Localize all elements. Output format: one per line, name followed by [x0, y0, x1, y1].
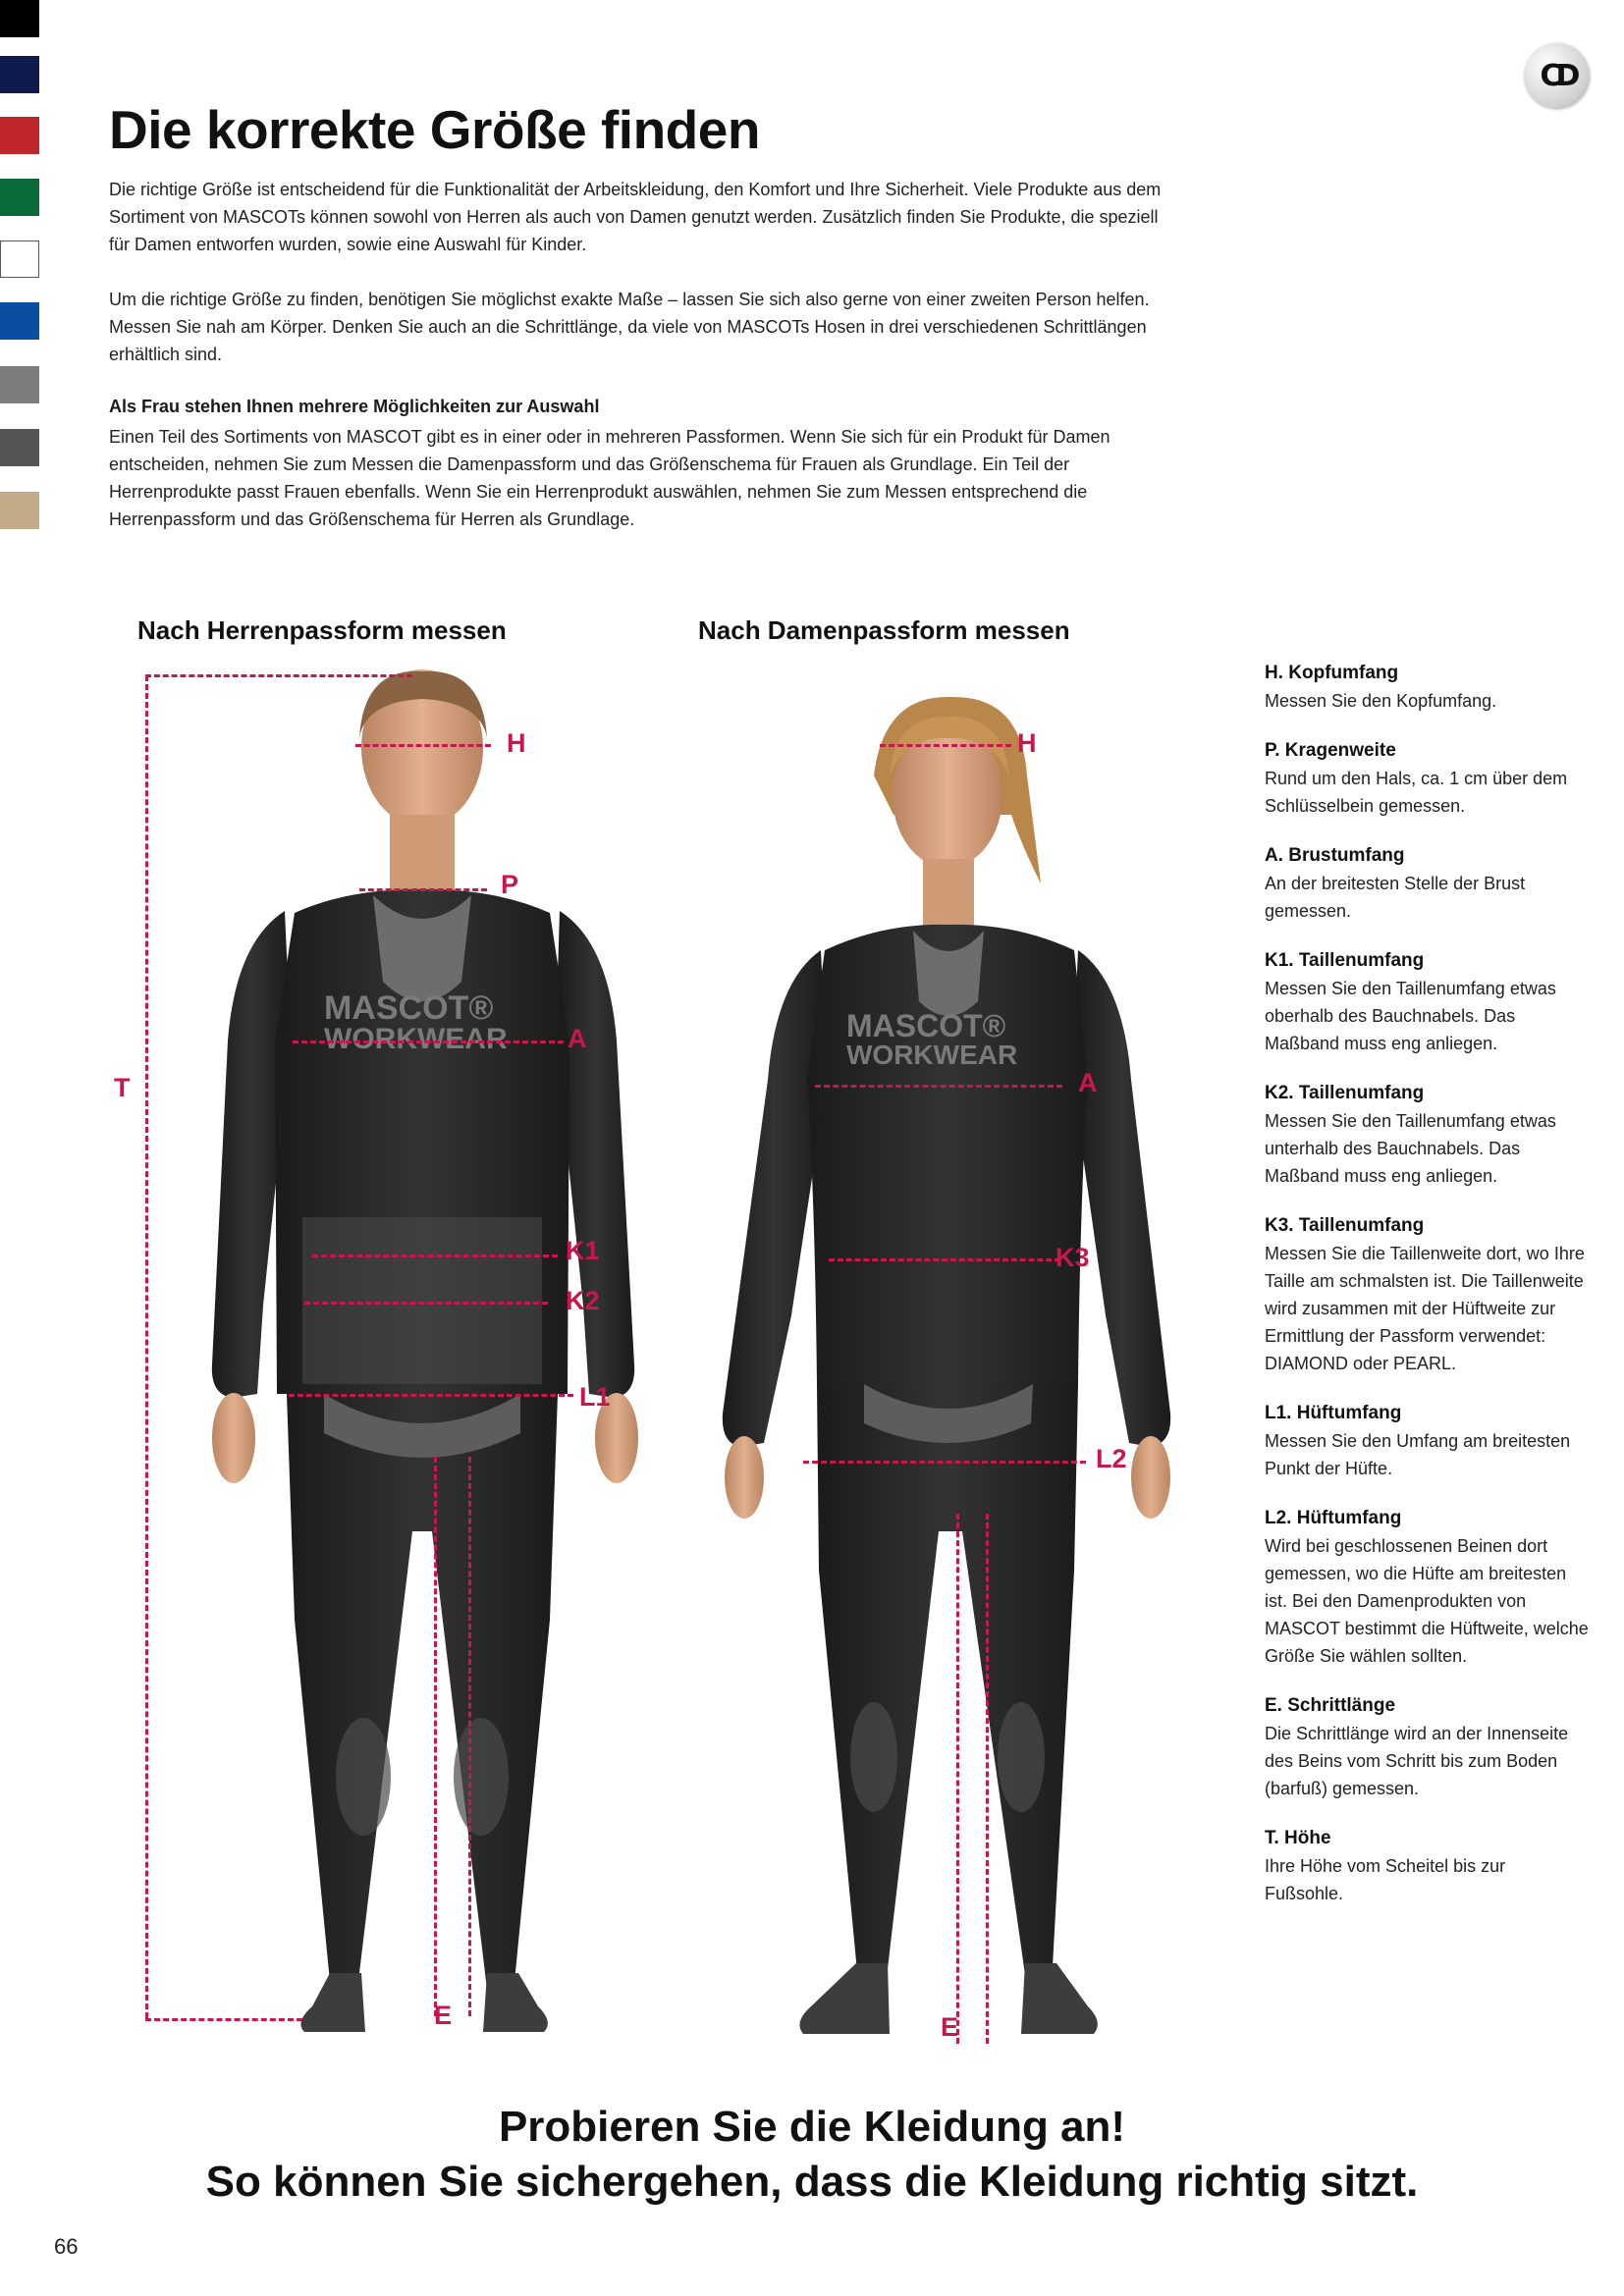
women-label-a: A [1078, 1068, 1098, 1097]
women-head-line [880, 744, 1011, 747]
legend-item [1265, 947, 1589, 1057]
men-label-e: E [434, 2001, 453, 2030]
legend-term: T. Höhe [1265, 1828, 1331, 1848]
intro-heading: Als Frau stehen Ihnen mehrere Möglichkeiten zur Auswahl [109, 397, 600, 416]
intro-paragraph: Um die richtige Größe zu finden, benötigen Sie möglichst exakte Maße – lassen Sie sich also gerne von einer zweiten Person helfen. Messen Sie nah am Körper. Denken Sie auch an die Schrittlänge, da viele von MASCOTs Hosen in drei verschiedenen Schrittlängen erhältlich sind. [109, 290, 1150, 364]
men-height-line [145, 675, 148, 2018]
legend-term: K1. Taillenumfang [1265, 950, 1425, 971]
legend-item [1265, 1692, 1589, 1802]
women-chest-line [815, 1085, 1062, 1088]
legend-item [1265, 1080, 1589, 1190]
measurement-legend [1265, 660, 1589, 1930]
men-head-line [355, 744, 491, 747]
men-height-line [145, 674, 412, 677]
women-section-heading: Nach Damenpassform messen [698, 615, 1070, 645]
legend-item [1265, 737, 1589, 820]
men-label-p: P [501, 870, 519, 899]
men-waist-k1-line [312, 1255, 558, 1257]
legend-desc: Ihre Höhe vom Scheitel bis zur Fußsohle. [1265, 1856, 1506, 1903]
men-label-k2: K2 [566, 1286, 600, 1315]
men-label-t: T [114, 1073, 131, 1102]
men-inseam-line [434, 1457, 437, 2016]
legend-desc: An der breitesten Stelle der Brust gemessen. [1265, 874, 1526, 921]
logo-text: CD [1540, 58, 1575, 93]
legend-item [1265, 1212, 1589, 1377]
men-hip-l1-line [289, 1394, 573, 1397]
legend-term: E. Schrittlänge [1265, 1695, 1396, 1716]
men-inseam-line [468, 1457, 471, 2016]
cta-line-1: Probieren Sie die Kleidung an! [498, 2103, 1126, 2151]
legend-item [1265, 1825, 1589, 1907]
legend-item [1265, 842, 1589, 925]
legend-term: L2. Hüftumfang [1265, 1508, 1402, 1528]
women-label-k3: K3 [1056, 1243, 1090, 1272]
men-chest-line [293, 1041, 564, 1043]
men-shirt-print: WORKWEAR [324, 1023, 508, 1055]
men-label-k1: K1 [566, 1236, 600, 1265]
legend-item [1265, 660, 1589, 715]
intro-paragraph: Einen Teil des Sortiments von MASCOT gibt es in einer oder in mehreren Passformen. Wenn Sie sich für ein Produkt für Damen entscheiden, nehmen Sie zum Messen die Damenpassform und das Größenschema für Frauen als Grundlage. Ein Teil der Herrenprodukte passt Frauen ebenfalls. Wenn Sie ein Herrenprodukt auswählen, nehmen Sie zum Messen entsprechend die Herrenpassform und das Größenschema für Herren als Grundlage. [109, 427, 1110, 529]
women-hip-l2-line [803, 1461, 1086, 1464]
page-title: Die korrekte Größe finden [109, 99, 760, 160]
legend-desc: Messen Sie den Taillenumfang etwas oberhalb des Bauchnabels. Das Maßband muss eng anliegen. [1265, 979, 1556, 1053]
legend-desc: Messen Sie den Kopfumfang. [1265, 691, 1497, 711]
men-label-l1: L1 [579, 1382, 611, 1412]
men-height-line [145, 2018, 302, 2021]
women-waist-k3-line [829, 1258, 1060, 1261]
women-label-e: E [941, 2012, 959, 2042]
men-label-a: A [568, 1024, 587, 1053]
men-label-h: H [507, 728, 526, 758]
legend-term: L1. Hüftumfang [1265, 1403, 1402, 1423]
cta-line-2: So können Sie sichergehen, dass die Kleidung richtig sitzt. [205, 2158, 1419, 2206]
women-shirt-print: WORKWEAR [846, 1040, 1018, 1070]
legend-desc: Messen Sie die Taillenweite dort, wo Ihre Taille am schmalsten ist. Die Taillenweite wird zusammen mit der Hüftweite zur Ermittlung der Passform verwendet: DIAMOND oder PEARL. [1265, 1244, 1585, 1373]
women-label-h: H [1017, 728, 1037, 758]
intro-paragraph: Die richtige Größe ist entscheidend für die Funktionalität der Arbeitskleidung, den Komfort und Ihre Sicherheit. Viele Produkte aus dem Sortiment von MASCOTs können sowohl von Herren als auch von Damen genutzt werden. Zusätzlich finden Sie Produkte, die speziell für Damen entworfen wurden, sowie eine Auswahl für Kinder. [109, 180, 1162, 254]
legend-term: K3. Taillenumfang [1265, 1215, 1425, 1236]
legend-term: H. Kopfumfang [1265, 663, 1399, 683]
women-inseam-line [986, 1514, 989, 2044]
legend-term: A. Brustumfang [1265, 845, 1405, 866]
women-shirt-print: MASCOT® [846, 1008, 1006, 1043]
women-label-l2: L2 [1096, 1444, 1127, 1473]
legend-desc: Die Schrittlänge wird an der Innenseite des Beins vom Schritt bis zum Boden (barfuß) gemessen. [1265, 1724, 1569, 1798]
legend-desc: Messen Sie den Umfang am breitesten Punkt der Hüfte. [1265, 1431, 1571, 1478]
legend-desc: Wird bei geschlossenen Beinen dort gemessen, wo die Hüfte am breitesten ist. Bei den Damenprodukten von MASCOT bestimmt die Hüftweite, welche Größe Sie wählen sollten. [1265, 1536, 1589, 1666]
legend-desc: Messen Sie den Taillenumfang etwas unterhalb des Bauchnabels. Das Maßband muss eng anliegen. [1265, 1111, 1556, 1186]
legend-desc: Rund um den Hals, ca. 1 cm über dem Schlüsselbein gemessen. [1265, 769, 1568, 816]
page-number: 66 [54, 2234, 79, 2259]
men-shirt-print: MASCOT® [324, 989, 494, 1027]
men-section-heading: Nach Herrenpassform messen [137, 615, 507, 645]
legend-term: P. Kragenweite [1265, 740, 1396, 761]
men-waist-k2-line [304, 1302, 548, 1305]
legend-term: K2. Taillenumfang [1265, 1083, 1425, 1103]
legend-item [1265, 1400, 1589, 1482]
men-collar-line [359, 888, 487, 891]
legend-item [1265, 1505, 1589, 1670]
women-inseam-line [956, 1514, 959, 2044]
